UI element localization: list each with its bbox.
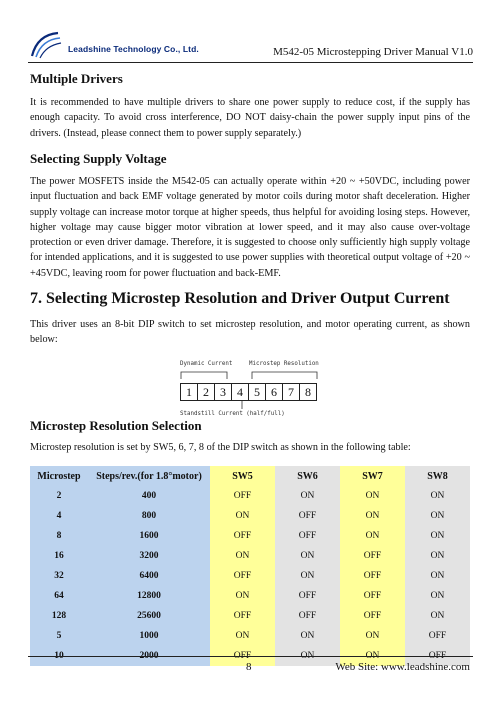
table-row — [30, 506, 470, 526]
cell-sw8: ON — [405, 526, 470, 546]
cell-sw6: OFF — [275, 506, 340, 526]
dynamic-current-label: Dynamic Current — [180, 361, 233, 367]
cell-sw5: OFF — [210, 606, 275, 626]
cell-sw7: ON — [340, 506, 405, 526]
cell-sw6: ON — [275, 646, 340, 666]
cell-steps-rev: 6400 — [88, 566, 210, 586]
standstill-current-label: Standstill Current (half/full) — [180, 411, 285, 417]
section-title-supply-voltage: Selecting Supply Voltage — [30, 151, 167, 166]
cell-sw5: ON — [210, 506, 275, 526]
dip-switch-4: 4 — [231, 383, 249, 401]
cell-sw5: ON — [210, 626, 275, 646]
cell-sw8: ON — [405, 586, 470, 606]
cell-microstep: 2 — [30, 486, 88, 506]
cell-microstep: 32 — [30, 566, 88, 586]
dip-switch-5: 5 — [248, 383, 266, 401]
cell-microstep: 8 — [30, 526, 88, 546]
dip-switch-positions — [180, 383, 316, 401]
cell-sw8: ON — [405, 546, 470, 566]
cell-sw7: ON — [340, 646, 405, 666]
manual-title: M542-05 Microstepping Driver Manual V1.0 — [273, 46, 473, 58]
header-microstep: Microstep — [30, 466, 88, 486]
dip-switch-diagram — [180, 361, 320, 425]
cell-steps-rev: 400 — [88, 486, 210, 506]
leadshine-logo-icon — [28, 30, 64, 60]
cell-sw8: ON — [405, 506, 470, 526]
cell-steps-rev: 3200 — [88, 546, 210, 566]
cell-sw5: OFF — [210, 486, 275, 506]
header-sw7: SW7 — [340, 466, 405, 486]
dip-switch-3: 3 — [214, 383, 232, 401]
section-title-microstep-current: 7. Selecting Microstep Resolution and Driver Output Current — [30, 290, 450, 307]
table-row — [30, 566, 470, 586]
table-header-row — [30, 466, 470, 486]
cell-sw6: OFF — [275, 526, 340, 546]
dip-switch-2: 2 — [197, 383, 215, 401]
table-body — [30, 486, 470, 666]
table-row — [30, 526, 470, 546]
cell-sw5: OFF — [210, 526, 275, 546]
cell-steps-rev: 2000 — [88, 646, 210, 666]
cell-sw5: OFF — [210, 646, 275, 666]
header-sw6: SW6 — [275, 466, 340, 486]
cell-sw7: OFF — [340, 606, 405, 626]
table-row — [30, 586, 470, 606]
table-row — [30, 606, 470, 626]
cell-microstep: 4 — [30, 506, 88, 526]
cell-sw7: OFF — [340, 586, 405, 606]
header-divider — [28, 62, 473, 63]
dip-switch-7: 7 — [282, 383, 300, 401]
cell-microstep: 16 — [30, 546, 88, 566]
cell-sw6: ON — [275, 486, 340, 506]
cell-sw7: ON — [340, 626, 405, 646]
header-sw8: SW8 — [405, 466, 470, 486]
cell-microstep: 5 — [30, 626, 88, 646]
cell-steps-rev: 12800 — [88, 586, 210, 606]
cell-sw6: ON — [275, 626, 340, 646]
cell-steps-rev: 25600 — [88, 606, 210, 626]
cell-sw6: ON — [275, 566, 340, 586]
cell-sw8: OFF — [405, 626, 470, 646]
cell-steps-rev: 1000 — [88, 626, 210, 646]
paragraph-multiple-drivers: It is recommended to have multiple drivers to share one power supply to reduce cost, if the supply has enough capacity. To avoid cross interference, DO NOT daisy-chain the power supply input pins of the drivers. (Instead, please connect them to power supply separately.) — [30, 97, 470, 139]
company-name: Leadshine Technology Co., Ltd. — [68, 44, 199, 54]
section-title-resolution-selection: Microstep Resolution Selection — [30, 418, 202, 433]
cell-sw8: ON — [405, 606, 470, 626]
microstep-resolution-label: Microstep Resolution — [249, 361, 319, 367]
header-steps-rev: Steps/rev.(for 1.8°motor) — [88, 466, 210, 486]
cell-sw8: ON — [405, 566, 470, 586]
dip-switch-6: 6 — [265, 383, 283, 401]
cell-sw7: ON — [340, 526, 405, 546]
paragraph-supply-voltage: The power MOSFETS inside the M542-05 can actually operate within +20 ~ +50VDC, including power input fluctuation and back EMF voltage generated by motor coils during motor shaft deceleration. Higher supply voltage can increase motor torque at higher speeds, thus helpful for avoiding losing steps. However, higher voltage may cause bigger motor vibration at lower speed, and it may also cause over-voltage protection or even driver damage. Therefore, it is suggested to choose only sufficiently high supply voltage for intended applications, and it is suggested to use power supplies with theoretical output voltage of +20 ~ +45VDC, leaving room for power fluctuation and back-EMF. — [30, 176, 470, 279]
cell-microstep: 64 — [30, 586, 88, 606]
dip-switch-8: 8 — [299, 383, 317, 401]
cell-sw6: ON — [275, 546, 340, 566]
cell-sw6: OFF — [275, 606, 340, 626]
paragraph-resolution-selection: Microstep resolution is set by SW5, 6, 7, 8 of the DIP switch as shown in the following table: — [30, 442, 411, 453]
cell-microstep: 10 — [30, 646, 88, 666]
cell-sw6: OFF — [275, 586, 340, 606]
cell-steps-rev: 1600 — [88, 526, 210, 546]
cell-steps-rev: 800 — [88, 506, 210, 526]
cell-sw5: ON — [210, 546, 275, 566]
cell-sw5: ON — [210, 586, 275, 606]
cell-sw7: OFF — [340, 566, 405, 586]
dip-switch-1: 1 — [180, 383, 198, 401]
microstep-resolution-table — [30, 466, 470, 666]
table-row — [30, 486, 470, 506]
paragraph-microstep-current: This driver uses an 8-bit DIP switch to set microstep resolution, and motor operating current, as shown below: — [30, 319, 470, 346]
table-row — [30, 626, 470, 646]
section-title-multiple-drivers: Multiple Drivers — [30, 71, 123, 86]
page-number: 8 — [246, 661, 252, 673]
cell-sw7: OFF — [340, 546, 405, 566]
cell-sw7: ON — [340, 486, 405, 506]
header-sw5: SW5 — [210, 466, 275, 486]
footer-divider — [28, 656, 473, 657]
cell-sw8: ON — [405, 486, 470, 506]
cell-sw5: OFF — [210, 566, 275, 586]
table-row — [30, 546, 470, 566]
website-text: Web Site: www.leadshine.com — [335, 661, 470, 673]
page-header — [28, 30, 473, 64]
cell-microstep: 128 — [30, 606, 88, 626]
cell-sw8: OFF — [405, 646, 470, 666]
